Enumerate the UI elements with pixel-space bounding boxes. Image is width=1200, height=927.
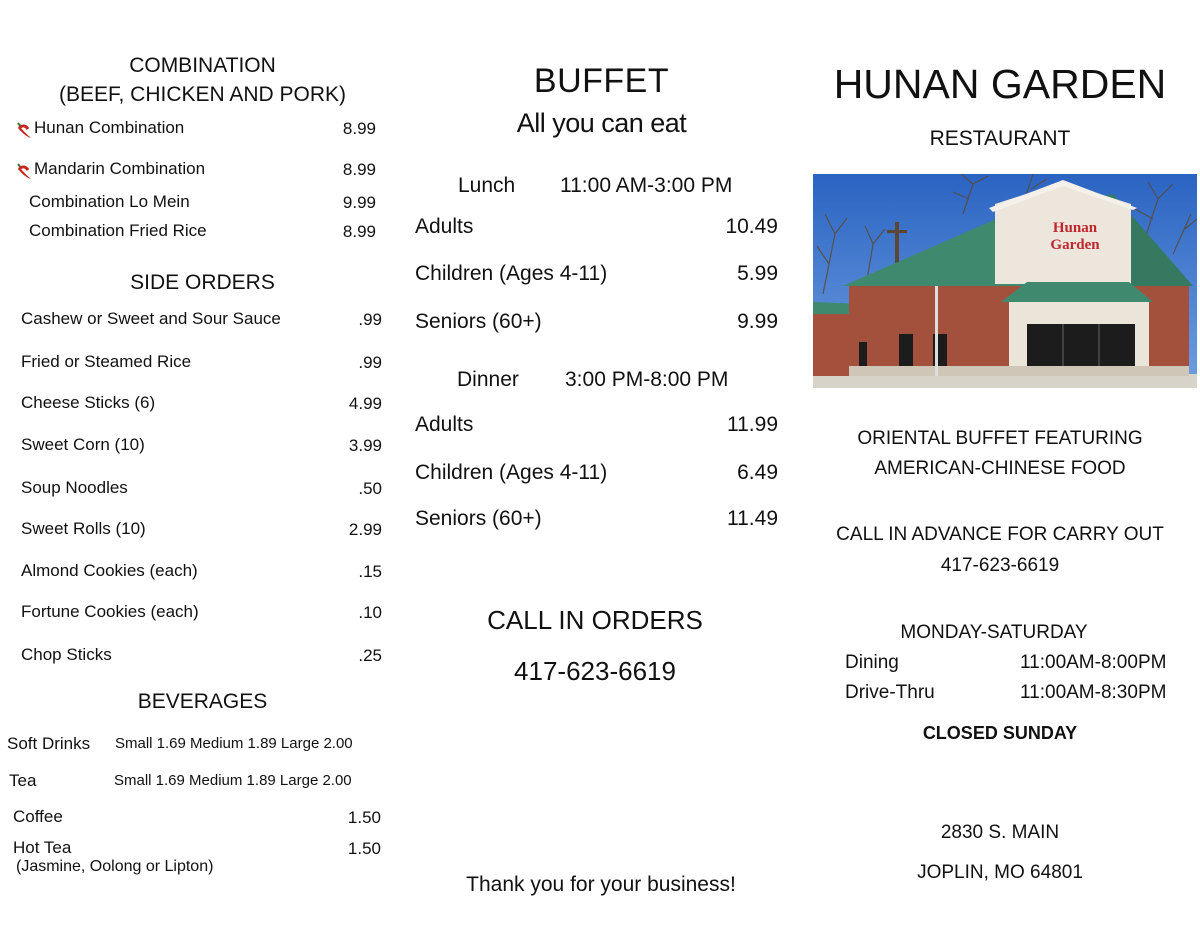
beverage-name: Soft Drinks xyxy=(7,734,91,753)
menu-item-price: .99 xyxy=(358,310,382,329)
price-row-value: 9.99 xyxy=(737,310,778,333)
price-row-label: Children (Ages 4-11) xyxy=(415,461,608,484)
closed-notice: CLOSED SUNDAY xyxy=(922,723,1078,743)
buffet-title: BUFFET xyxy=(533,62,670,100)
price-row-label: Seniors (60+) xyxy=(415,310,542,333)
menu-item-name: Combination Lo Mein xyxy=(29,192,190,211)
call-in-orders-heading: CALL IN ORDERS xyxy=(487,605,703,635)
feature-line-2: AMERICAN-CHINESE FOOD xyxy=(874,458,1126,479)
combination-heading: COMBINATION xyxy=(129,54,276,77)
beverage-name: Tea xyxy=(9,771,37,790)
menu-item-price: .25 xyxy=(358,646,382,665)
beverage-name: Hot Tea xyxy=(13,838,72,857)
menu-item-name: Soup Noodles xyxy=(21,478,128,497)
menu-item-name: Chop Sticks xyxy=(21,645,112,664)
menu-item-price: 9.99 xyxy=(342,193,376,212)
menu-item-price: 2.99 xyxy=(348,520,382,539)
price-row-value: 11.99 xyxy=(727,413,778,436)
beverage-sizes: Small 1.69 Medium 1.89 Large 2.00 xyxy=(115,735,353,752)
menu-item-price: .99 xyxy=(358,353,382,372)
feature-line-1: ORIENTAL BUFFET FEATURING xyxy=(857,428,1143,449)
lunch-label: Lunch xyxy=(458,174,516,197)
menu-item-name: Fried or Steamed Rice xyxy=(21,352,192,371)
beverage-note: (Jasmine, Oolong or Lipton) xyxy=(16,858,214,875)
menu-item-name: Sweet Rolls (10) xyxy=(21,519,146,538)
menu-item-name: Almond Cookies (each) xyxy=(21,561,198,580)
menu-item-name: Fortune Cookies (each) xyxy=(21,602,199,621)
buffet-column xyxy=(400,0,800,927)
restaurant-info-column xyxy=(800,0,1200,927)
chili-pepper-icon xyxy=(16,120,34,140)
menu-item-name: Cheese Sticks (6) xyxy=(21,393,156,412)
dinner-label: Dinner xyxy=(457,368,519,391)
beverage-price: 1.50 xyxy=(347,808,381,827)
side-orders-heading: SIDE ORDERS xyxy=(130,271,275,294)
menu-item-price: 8.99 xyxy=(342,160,376,179)
menu-item-name: Combination Fried Rice xyxy=(29,221,207,240)
price-row-value: 5.99 xyxy=(737,262,778,285)
price-row-value: 6.49 xyxy=(737,461,778,484)
menu-item-price: .15 xyxy=(358,562,382,581)
beverages-heading: BEVERAGES xyxy=(137,690,268,713)
lunch-hours: 11:00 AM-3:00 PM xyxy=(560,174,733,197)
price-row-value: 10.49 xyxy=(725,215,778,238)
menu-item-price: 8.99 xyxy=(342,119,376,138)
menu-item-price: 3.99 xyxy=(348,436,382,455)
menu-item-price: .50 xyxy=(358,479,382,498)
restaurant-subtitle: RESTAURANT xyxy=(929,127,1071,150)
menu-item-name: Sweet Corn (10) xyxy=(21,435,145,454)
price-row-label: Adults xyxy=(415,413,474,436)
building-sign-line1: Hunan xyxy=(1052,220,1098,236)
hours-label: Drive-Thru xyxy=(845,682,935,703)
restaurant-photo xyxy=(813,174,1197,388)
address-street: 2830 S. MAIN xyxy=(940,822,1060,843)
hours-time: 11:00AM-8:30PM xyxy=(1020,682,1167,703)
dinner-hours: 3:00 PM-8:00 PM xyxy=(565,368,729,391)
menu-item-name: Cashew or Sweet and Sour Sauce xyxy=(21,309,281,328)
buffet-subtitle: All you can eat xyxy=(516,108,687,138)
price-row-label: Seniors (60+) xyxy=(415,507,542,530)
menu-item-price: 8.99 xyxy=(342,222,376,241)
beverage-price: 1.50 xyxy=(347,839,381,858)
menu-item-price: 4.99 xyxy=(348,394,382,413)
chili-pepper-icon xyxy=(16,161,34,181)
menu-item-price: .10 xyxy=(358,603,382,622)
hours-time: 11:00AM-8:00PM xyxy=(1020,652,1167,673)
price-row-value: 11.49 xyxy=(727,507,778,530)
building-sign-line2: Garden xyxy=(1050,237,1100,253)
thank-you-note: Thank you for your business! xyxy=(466,873,736,896)
call-in-phone: 417-623-6619 xyxy=(514,656,676,686)
menu-item-name: Mandarin Combination xyxy=(34,159,206,178)
restaurant-name: HUNAN GARDEN xyxy=(833,61,1167,107)
price-row-label: Adults xyxy=(415,215,474,238)
carry-out-note: CALL IN ADVANCE FOR CARRY OUT xyxy=(836,524,1164,545)
beverage-name: Coffee xyxy=(13,807,63,826)
restaurant-phone: 417-623-6619 xyxy=(940,555,1060,576)
combination-subheading: (BEEF, CHICKEN AND PORK) xyxy=(58,83,347,106)
open-days: MONDAY-SATURDAY xyxy=(900,622,1088,643)
hours-label: Dining xyxy=(845,652,899,673)
menu-item-name: Hunan Combination xyxy=(34,118,185,137)
address-city: JOPLIN, MO 64801 xyxy=(917,862,1083,883)
beverage-sizes: Small 1.69 Medium 1.89 Large 2.00 xyxy=(114,772,352,789)
price-row-label: Children (Ages 4-11) xyxy=(415,262,608,285)
menu-column-left xyxy=(0,0,400,927)
